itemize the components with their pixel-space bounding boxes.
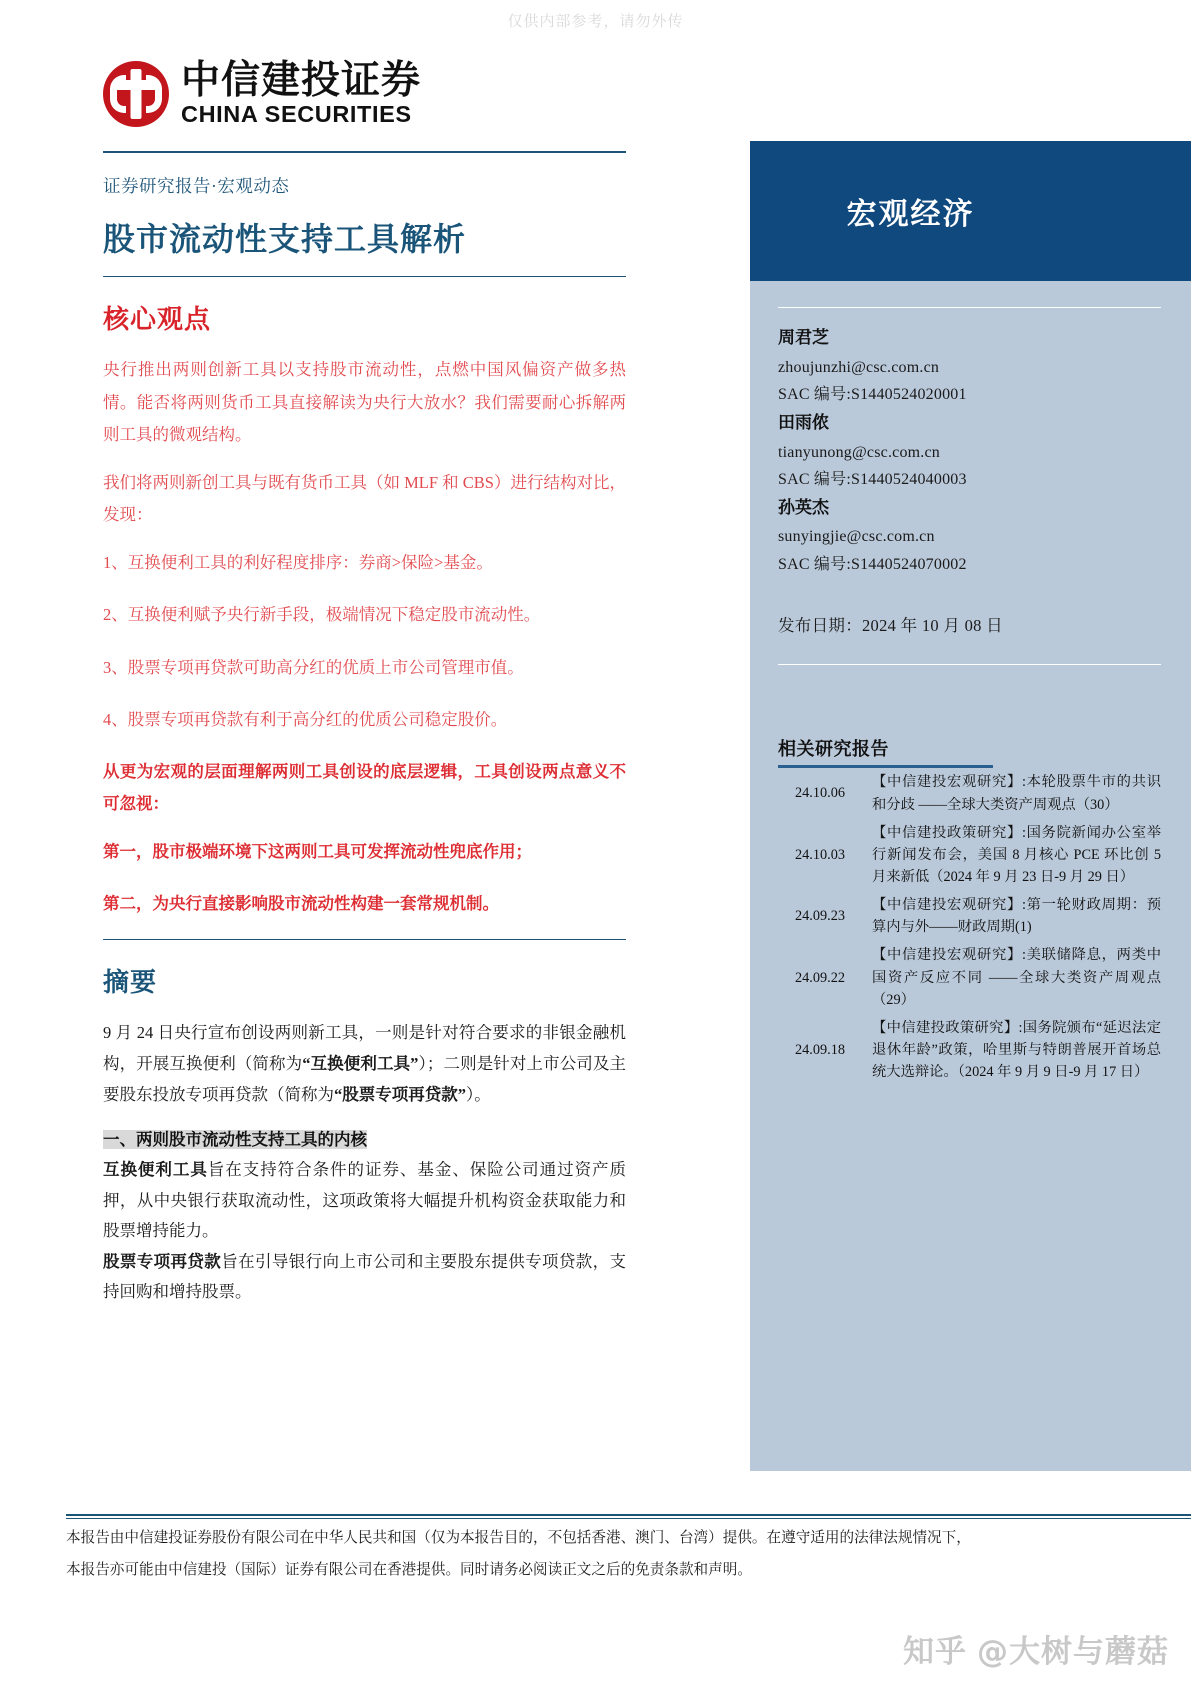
tool-two-desc: 旨在引导银行向上市公司和主要股东提供专项贷款，支持回购和增持股票。 bbox=[103, 1251, 627, 1302]
logo-english-name: CHINA SECURITIES bbox=[181, 101, 412, 128]
table-row[interactable] bbox=[778, 768, 1161, 818]
footer-divider bbox=[66, 1514, 1191, 1519]
table-row[interactable] bbox=[778, 1014, 1161, 1086]
author-email[interactable]: sunyingjie@csc.com.cn bbox=[778, 528, 935, 546]
core-paragraph-1: 央行推出两则创新工具以支持股市流动性，点燃中国风偏资产做多热情。能否将两则货币工具直接解读为央行大放水？我们需要耐心拆解两则工具的微观结构。 bbox=[103, 360, 626, 444]
tool-two-paragraph bbox=[103, 1247, 626, 1308]
zhihu-logo-text: 知乎 bbox=[903, 1634, 967, 1670]
author-sac-number: SAC 编号:S1440524020001 bbox=[778, 386, 967, 404]
confidential-watermark: 仅供内部参考，请勿外传 bbox=[507, 13, 684, 30]
abstract-divider bbox=[103, 939, 626, 940]
author-name: 周君芝 bbox=[778, 328, 829, 348]
page-title: 股市流动性支持工具解析 bbox=[103, 220, 467, 258]
author-block-1 bbox=[778, 324, 1161, 409]
report-title[interactable]: 【中信建投宏观研究】:本轮股票牛市的共识和分歧 ——全球大类资产周观点（30） bbox=[872, 774, 1161, 813]
header-divider bbox=[103, 151, 626, 153]
tool-one-desc: 旨在支持符合条件的证券、基金、保险公司通过资产质押，从中央银行获取流动性，这项政策将大幅提升机构资金获取能力和股票增持能力。 bbox=[103, 1160, 627, 1241]
publish-date bbox=[778, 612, 1161, 636]
zhihu-handle: @大树与蘑菇 bbox=[977, 1634, 1169, 1670]
author-sac-number: SAC 编号:S1440524070002 bbox=[778, 555, 967, 573]
table-row[interactable] bbox=[778, 941, 1161, 1013]
author-name: 孙英杰 bbox=[778, 497, 829, 518]
report-title[interactable]: 【中信建投宏观研究】:美联储降息，两类中国资产反应不同 ——全球大类资产周观点（29） bbox=[872, 947, 1161, 1008]
core-item-2: 2、互换便利赋予央行新手段，极端情况下稳定股市流动性。 bbox=[103, 605, 541, 625]
abstract-heading: 摘要 bbox=[103, 967, 158, 998]
author-block-3 bbox=[778, 494, 1161, 579]
abstract-intro bbox=[103, 1017, 626, 1111]
author-block-2 bbox=[778, 409, 1161, 494]
title-divider bbox=[103, 276, 626, 277]
report-title[interactable]: 【中信建投宏观研究】:第一轮财政周期：预算内与外——财政周期(1) bbox=[872, 897, 1161, 936]
table-row[interactable] bbox=[778, 819, 1161, 891]
related-reports-title: 相关研究报告 bbox=[778, 739, 889, 761]
core-viewpoint-heading: 核心观点 bbox=[103, 305, 212, 336]
core-bold-point-2: 第二，为央行直接影响股市流动性构建一套常规机制。 bbox=[103, 894, 499, 914]
abstract-section-title: 一、两则股市流动性支持工具的内核 bbox=[103, 1129, 367, 1149]
logo-wordmark bbox=[181, 58, 422, 128]
report-kicker: 证券研究报告·宏观动态 bbox=[103, 176, 290, 196]
report-date: 24.09.22 bbox=[794, 969, 846, 986]
publish-date-value: 2024 年 10 月 08 日 bbox=[862, 616, 1003, 636]
core-item-1: 1、互换便利工具的利好程度排序：券商>保险>基金。 bbox=[103, 553, 493, 573]
abstract-section-one bbox=[103, 1125, 626, 1308]
report-date: 24.09.18 bbox=[794, 1042, 846, 1059]
tool-one-paragraph bbox=[103, 1155, 626, 1247]
abstract-intro-post: ）。 bbox=[466, 1085, 491, 1105]
core-item-3: 3、股票专项再贷款可助高分红的优质上市公司管理市值。 bbox=[103, 657, 524, 677]
report-date: 24.10.03 bbox=[794, 846, 846, 863]
publish-date-label: 发布日期： bbox=[778, 616, 862, 636]
logo-arc-left-icon bbox=[110, 75, 126, 113]
report-date: 24.09.23 bbox=[794, 908, 846, 925]
category-banner bbox=[750, 141, 1191, 281]
logo-arc-right-icon bbox=[146, 75, 162, 113]
main-content-column bbox=[103, 55, 626, 1308]
core-bold-point-1: 第一，股市极端环境下这两则工具可发挥流动性兜底作用； bbox=[103, 842, 532, 862]
sidebar-info-panel bbox=[750, 281, 1191, 1471]
disclaimer-line-2: 本报告亦可能由中信建投（国际）证券有限公司在香港提供。同时请务必阅读正文之后的免责条款和声明。 bbox=[66, 1562, 752, 1579]
tool-one-name: 互换便利工具 bbox=[103, 1160, 208, 1180]
tool-two-name: 股票专项再贷款 bbox=[103, 1251, 222, 1271]
report-title[interactable]: 【中信建投政策研究】:国务院颁布“延迟法定退休年龄”政策，哈里斯与特朗普展开首场总统大选辩论。（2024 年 9 月 9 日-9 月 17 日） bbox=[872, 1019, 1161, 1081]
core-bold-intro: 从更为宏观的层面理解两则工具创设的底层逻辑，工具创设两点意义不可忽视： bbox=[103, 761, 626, 814]
company-logo bbox=[103, 55, 626, 133]
abstract-intro-mid: ）；二则是针对上市公司及主要股东投放专项再贷款（简称为 bbox=[103, 1053, 627, 1105]
abstract-intro-pre: 9 月 24 日央行宣布创设两则新工具，一则是针对符合要求的非银金融机构，开展互换便利（简称为 bbox=[103, 1022, 626, 1073]
abstract-term-relending: “股票专项再贷款” bbox=[334, 1085, 466, 1105]
related-reports-table bbox=[778, 768, 1161, 1086]
page-footer bbox=[66, 1514, 1191, 1583]
disclaimer-line-1: 本报告由中信建投证券股份有限公司在中华人民共和国（仅为本报告目的，不包括香港、澳门、台湾）提供。在遵守适用的法律法规情况下， bbox=[66, 1530, 971, 1546]
logo-chinese-name: 中信建投证券 bbox=[181, 58, 422, 104]
author-name: 田雨侬 bbox=[778, 412, 829, 433]
author-email[interactable]: zhoujunzhi@csc.com.cn bbox=[778, 358, 940, 376]
csc-logo-icon bbox=[103, 61, 169, 127]
abstract-section-title-wrap bbox=[103, 1125, 626, 1156]
brand-watermark bbox=[903, 1626, 1169, 1671]
sidebar-middle-divider bbox=[778, 664, 1161, 665]
core-paragraph-2: 我们将两则新创工具与既有货币工具（如 MLF 和 CBS）进行结构对比，发现： bbox=[103, 472, 626, 525]
report-date: 24.10.06 bbox=[794, 785, 846, 802]
report-title[interactable]: 【中信建投政策研究】:国务院新闻办公室举行新闻发布会，美国 8 月核心 PCE 环比创 5 月来新低（2024 年 9 月 23 日-9 月 29 日） bbox=[872, 824, 1161, 885]
table-row[interactable] bbox=[778, 891, 1161, 941]
author-sac-number: SAC 编号:S1440524040003 bbox=[778, 471, 967, 489]
author-email[interactable]: tianyunong@csc.com.cn bbox=[778, 443, 941, 461]
sidebar-top-divider bbox=[778, 307, 1161, 308]
core-item-4: 4、股票专项再贷款有利于高分红的优质公司稳定股价。 bbox=[103, 709, 508, 729]
category-banner-label: 宏观经济 bbox=[846, 197, 975, 232]
abstract-term-swap: “互换便利工具” bbox=[302, 1053, 419, 1073]
sidebar-column bbox=[697, 141, 1191, 1471]
